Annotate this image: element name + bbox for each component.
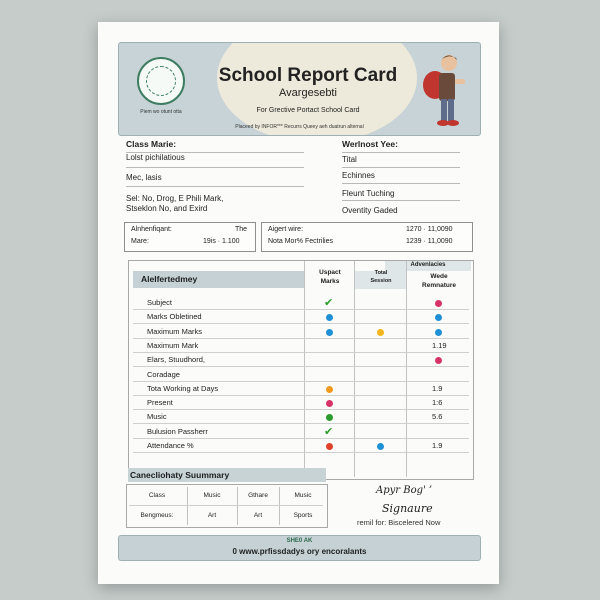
school-seal-icon — [137, 57, 185, 105]
status-dot-icon — [326, 443, 333, 450]
summary-header-music-2: Music — [294, 492, 312, 499]
report-card-page — [98, 22, 499, 584]
table-row-label: Maximum Mark — [147, 340, 199, 350]
status-dot-icon — [435, 300, 442, 307]
table-row-label: Subject — [147, 298, 173, 307]
info-left-5: Stseklon No, and Exird — [126, 204, 208, 213]
box-right-label1: Aigert wire: — [268, 226, 304, 233]
footer-line-1: SHE0 AK — [286, 538, 313, 544]
check-icon: ✔ — [324, 425, 334, 438]
info-right-5: Oventity Gaded — [342, 206, 398, 215]
report-tagline: For Grective Portact School Card — [256, 107, 360, 114]
status-dot-icon — [435, 329, 442, 336]
table-row-divider — [133, 423, 469, 424]
summary-cell-art: Art — [207, 512, 217, 519]
status-dot-icon — [435, 314, 442, 321]
table-row-divider — [133, 338, 469, 339]
report-title: School Report Card — [218, 65, 398, 86]
table-row-label: Marks Obletined — [147, 312, 202, 322]
info-right-3: Echinnes — [342, 171, 375, 180]
table-row-label: Coradage — [147, 369, 180, 379]
box-left-label1: Alnhenfiqant: — [131, 226, 172, 233]
table-row-divider — [133, 366, 469, 367]
table-cell-value: 1:6 — [432, 398, 443, 408]
table-row-label: Attendance % — [147, 441, 194, 450]
status-dot-icon — [326, 329, 333, 336]
col2-heading-b: Session — [370, 278, 392, 284]
info-right-4: Fleunt Tuching — [342, 189, 395, 198]
grades-table — [128, 260, 474, 480]
signature-line-2: Signaure — [382, 502, 433, 515]
report-subtitle: Avargesebti — [279, 87, 337, 99]
report-footer — [118, 535, 481, 561]
summary-header-class: Class — [148, 492, 166, 499]
info-year: Werlnost Yee: — [342, 139, 398, 149]
table-row-divider — [133, 323, 469, 324]
table-cell-value: 5.6 — [432, 412, 443, 422]
table-row-divider — [133, 452, 469, 453]
table-row-divider — [133, 409, 469, 410]
table-row-label: Present — [147, 398, 173, 408]
summary-header-gthare: Gthare — [248, 492, 268, 499]
table-row-label: Music — [147, 412, 167, 422]
col3-heading-a: Wede — [430, 273, 448, 280]
student-illustration-icon — [419, 49, 473, 131]
summary-box-right — [261, 222, 473, 252]
col1-heading-a: Uspact — [319, 269, 341, 276]
summary-box-left — [124, 222, 256, 252]
col1-heading-b: Marks — [320, 278, 340, 285]
status-dot-icon — [326, 414, 333, 421]
summary-cell-sports: Sports — [293, 512, 313, 519]
info-right-2: Tital — [342, 155, 357, 164]
box-right-label2: Nota Mor% Fectrilies — [268, 238, 333, 245]
box-left-val2: 19is · 1.100 — [203, 238, 240, 245]
summary-header-music: Music — [203, 492, 221, 499]
table-cell-value: 1.9 — [432, 441, 443, 450]
footer-line-2: 0 www.prfissdadys ory encoralants — [232, 547, 367, 556]
info-class-name: Class Marie: — [126, 139, 177, 149]
info-left-3: Mec, lasis — [126, 173, 162, 182]
table-row-label: Tota Working at Days — [147, 383, 219, 393]
col3-heading-b: Remnature — [422, 282, 456, 289]
printed-note: Placeed by INFOR*** Recurrs Queey aeh duatrun alternal — [235, 124, 364, 130]
check-icon: ✔ — [324, 297, 334, 309]
signature-line-1: Apyr Bog' ’ — [376, 485, 433, 496]
box-right-val2: 1239 · 11,0090 — [406, 238, 453, 245]
box-left-label2: Mare: — [131, 238, 149, 245]
box-left-val1: The — [235, 226, 248, 233]
summary-table — [126, 484, 328, 528]
table-row-divider — [133, 395, 469, 396]
table-cell-value: 1.19 — [432, 340, 447, 350]
table-row-label: Maximum Marks — [147, 326, 203, 336]
table-cell-value: 1.9 — [432, 383, 443, 393]
col2-heading-a: Total — [374, 270, 388, 276]
report-header — [118, 42, 481, 136]
seal-caption: Piem wo otunt otta — [140, 109, 182, 115]
col-group-heading: Advenlacies — [410, 262, 446, 268]
status-dot-icon — [326, 400, 333, 407]
table-row-label: Bulusion Passherr — [147, 426, 208, 436]
summary-row-label: Bengmeus: — [140, 512, 174, 519]
table-row-divider — [133, 438, 469, 439]
box-right-val1: 1270 · 11,0090 — [406, 226, 453, 233]
table-row-divider — [133, 381, 469, 382]
remit-note: remil for: Biscelered Now — [357, 518, 441, 527]
table-row-divider — [133, 309, 469, 310]
status-dot-icon — [377, 329, 384, 336]
summary-cell-art-2: Art — [253, 512, 263, 519]
table-heading: Alelfertedmey — [133, 271, 304, 288]
table-row-label: Elars, Stuudhord, — [147, 355, 205, 365]
info-left-2: Lolst pichilatious — [126, 153, 185, 162]
table-row-divider — [133, 352, 469, 353]
status-dot-icon — [377, 443, 384, 450]
status-dot-icon — [326, 386, 333, 393]
status-dot-icon — [435, 357, 442, 364]
info-left-4: Sel: No, Drog, E Phili Mark, — [126, 194, 224, 203]
summary-title: Canecliohaty Suummary — [128, 468, 326, 482]
status-dot-icon — [326, 314, 333, 321]
